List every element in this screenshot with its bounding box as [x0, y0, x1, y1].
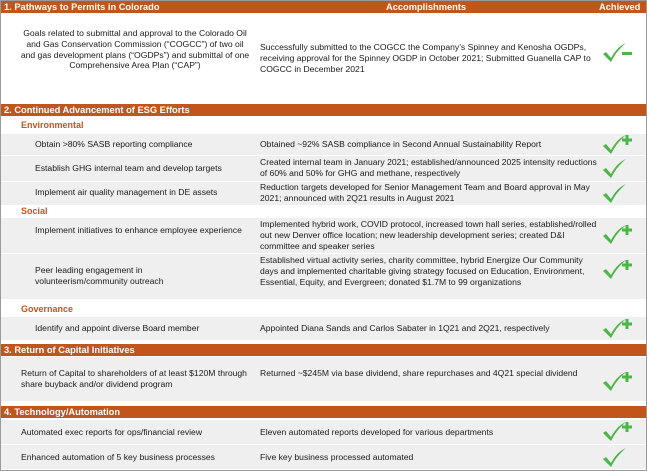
- section-title: 1. Pathways to Permits in Colorado: [4, 2, 160, 12]
- section-header-3: [1, 344, 646, 356]
- check-minus-icon: [601, 42, 633, 64]
- check-plus-icon: [601, 259, 633, 281]
- goal-text: Goals related to submittal and approval to the Colorado Oil and Gas Conservation Commission (“COGCC”) of two oil and gas development plans (“OGDPs”) and submittal of one Comprehensive Area Plan (“CAP”): [20, 28, 250, 71]
- subsection-governance: Governance: [21, 304, 74, 314]
- subsection-environmental: Environmental: [21, 120, 84, 130]
- table-row: [1, 13, 646, 93]
- section-title: 2. Continued Advancement of ESG Efforts: [4, 105, 190, 115]
- goal-text: Establish GHG internal team and develop targets: [35, 163, 222, 173]
- goal-text: Implement air quality management in DE assets: [35, 187, 218, 197]
- check-plus-icon: [601, 224, 633, 246]
- table-row: [1, 182, 646, 205]
- goal-text: Identify and appoint diverse Board member: [35, 323, 200, 333]
- goal-text: Implement initiatives to enhance employee experience: [35, 225, 242, 235]
- accomplishment-text: Appointed Diana Sands and Carlos Sabater in 1Q21 and 2Q21, respectively: [260, 323, 550, 333]
- goal-text: Automated exec reports for ops/financial review: [21, 427, 203, 437]
- check-plus-icon: [601, 318, 633, 340]
- table-row: [1, 357, 646, 401]
- accomplishment-text: Eleven automated reports developed for various departments: [260, 427, 494, 437]
- check-plus-icon: [601, 134, 633, 156]
- section-header-4: [1, 406, 646, 418]
- accomplishment-text: Implemented hybrid work, COVID protocol, increased town hall series, established/rolled out new Denver office location; new leadership development series; created D&I committee and speaker series: [260, 219, 597, 251]
- accomplishment-text: Established virtual activity series, charity committee, hybrid Energize Our Community days and implemented charitable giving strategy focused on Education, Environment, Essential, Equity, and Evergreen; donated $1.7M to 99 organizations: [260, 255, 585, 287]
- accomplishment-text: Five key business processed automated: [260, 452, 414, 462]
- check-icon: [601, 447, 633, 469]
- table-row: [1, 317, 646, 340]
- table-row: [1, 254, 646, 299]
- section-header-1: [1, 1, 646, 13]
- section-header-2: [1, 104, 646, 116]
- section-title: 4. Technology/Automation: [4, 407, 121, 417]
- table-row: [1, 134, 646, 155]
- table-row: [1, 156, 646, 181]
- goal-text: Obtain >80% SASB reporting compliance: [35, 139, 193, 149]
- goal-text: Peer leading engagement in volunteerism/community outreach: [35, 265, 164, 286]
- check-icon: [601, 158, 633, 180]
- accomplishment-text: Created internal team in January 2021; established/announced 2025 intensity reductions of 60% and 50% for GHG and methane, respectively: [260, 157, 597, 178]
- check-plus-icon: [601, 371, 633, 393]
- section-title: 3. Return of Capital Initiatives: [4, 345, 135, 355]
- table-row: [1, 218, 646, 253]
- accomplishment-text: Successfully submitted to the COGCC the Company’s Spinney and Kenosha OGDPs, receiving approval for the Spinney OGDP in October 2021; Submitted Guanella CAP to COGCC in December 2021: [260, 42, 591, 74]
- column-header-achieved: Achieved: [599, 2, 641, 12]
- goal-text: Enhanced automation of 5 key business processes: [21, 452, 215, 462]
- accomplishment-text: Obtained ~92% SASB compliance in Second Annual Sustainability Report: [260, 139, 542, 149]
- goal-text: Return of Capital to shareholders of at least $120M through share buyback and/or dividend program: [21, 368, 247, 389]
- accomplishment-text: Returned ~$245M via base dividend, share repurchases and 4Q21 special dividend: [260, 368, 578, 378]
- check-plus-icon: [601, 421, 633, 443]
- table-row: [1, 445, 646, 469]
- subsection-social: Social: [21, 206, 48, 216]
- accomplishment-text: Reduction targets developed for Senior Management Team and Board approval in May 2021; announced with 2Q21 results in August 2021: [260, 182, 590, 203]
- table-row: [1, 420, 646, 444]
- check-icon: [601, 183, 633, 205]
- column-header-accomplishments: Accomplishments: [386, 2, 467, 12]
